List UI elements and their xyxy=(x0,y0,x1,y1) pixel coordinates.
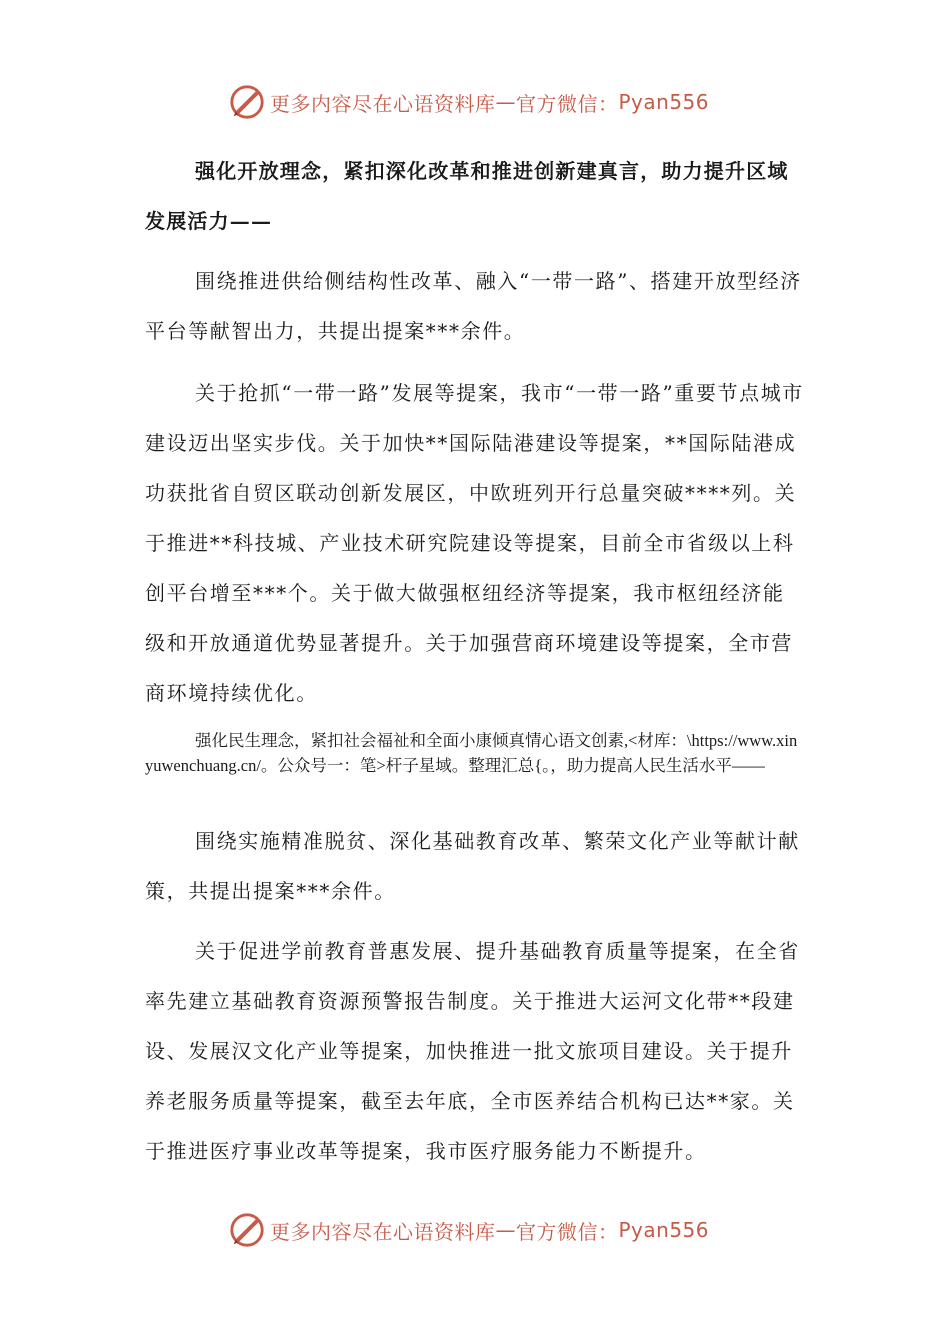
paragraph-open-details: 关于抢抓“一带一路”发展等提案，我市“一带一路”重要节点城市建设迈出坚实步伐。关于加快**国际陆港建设等提案，**国际陆港成功获批省自贸区联动创新发展区，中欧班列开行总量突破****列。关于推进**科技城、产业技术研究院建设等提案，目前全市省级以上科创平台增至***个。关于做大做强枢纽经济等提案，我市枢纽经济能级和开放通道优势显著提升。关于加强营商环境建设等提案，全市营商环境持续优化。 xyxy=(145,381,804,705)
pen-logo-icon xyxy=(228,1211,266,1249)
pen-logo-icon xyxy=(228,83,266,121)
banner-dash: — xyxy=(495,90,516,114)
header-banner xyxy=(228,82,748,122)
paragraph-livelihood-details: 关于促进学前教育普惠发展、提升基础教育质量等提案，在全省率先建立基础教育资源预警报告制度。关于推进大运河文化带**段建设、发展汉文化产业等提案，加快推进一批文旅项目建设。关于提升养老服务质量等提案，截至去年底，全市医养结合机构已达**家。关于推进医疗事业改革等提案，我市医疗服务能力不断提升。 xyxy=(145,939,800,1163)
banner-dash: — xyxy=(495,1218,516,1242)
section-heading-livelihood: 强化民生理念，紧扣社会福祉和全面小康倾真情心语文创素,<材库：\https://www.xinyuwenchuang.cn/。公众号一：笔>杆子星域。整理汇总{。，助力提高人民生活水平—— xyxy=(145,731,798,775)
banner-wechat-label: 官方微信： xyxy=(516,1219,619,1244)
banner-wechat-id: Pyan556 xyxy=(618,1218,710,1242)
paragraph-livelihood-summary: 围绕实施精准脱贫、深化基础教育改革、繁荣文化产业等献计献策，共提出提案***余件。 xyxy=(145,829,800,903)
footer-banner xyxy=(228,1210,748,1250)
banner-text: 更多内容尽在心语资料库 xyxy=(270,1219,496,1244)
paragraph-open-summary: 围绕推进供给侧结构性改革、融入“一带一路”、搭建开放型经济平台等献智出力，共提出提案***余件。 xyxy=(145,269,802,343)
banner-wechat-label: 官方微信： xyxy=(516,91,619,116)
section-heading-open: 强化开放理念，紧扣深化改革和推进创新建真言，助力提升区域发展活力—— xyxy=(145,159,789,233)
banner-text: 更多内容尽在心语资料库 xyxy=(270,91,496,116)
banner-wechat-id: Pyan556 xyxy=(618,90,710,114)
